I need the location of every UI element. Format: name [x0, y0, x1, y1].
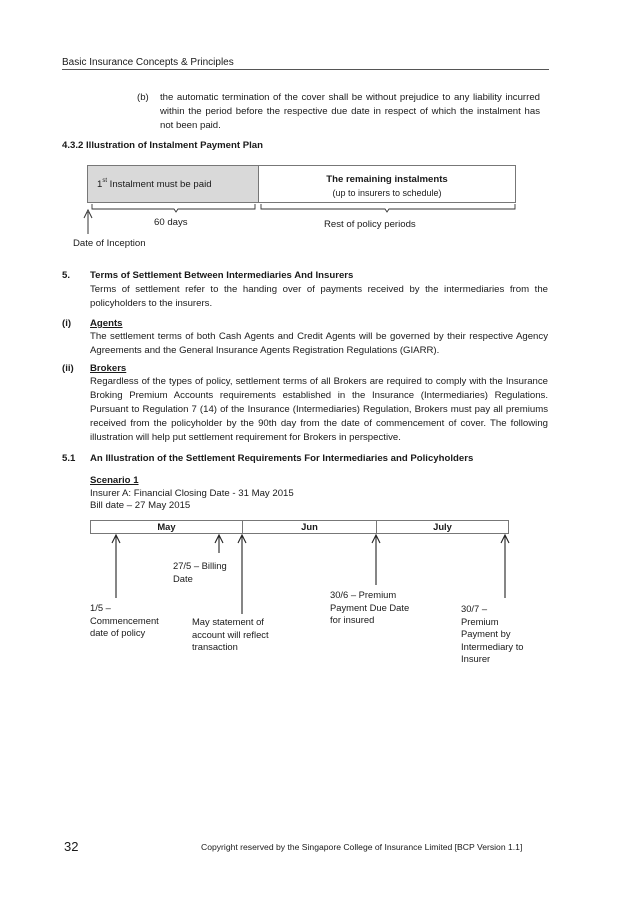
scenario-line-1: Insurer A: Financial Closing Date - 31 May 2015 — [90, 488, 294, 499]
agents-marker: (i) — [62, 318, 72, 329]
label-due-date: 30/6 – Premium Payment Due Date for insured — [330, 589, 410, 625]
label-billing-date: 27/5 – Billing Date — [173, 560, 227, 584]
section-51-heading: An Illustration of the Settlement Requirements For Intermediaries and Policyholders — [90, 453, 474, 464]
section-5-heading: Terms of Settlement Between Intermediaries And Insurers — [90, 270, 354, 281]
brokers-marker: (ii) — [62, 363, 74, 374]
month-july: July — [433, 521, 452, 532]
date-of-inception-label: Date of Inception — [73, 238, 146, 249]
brokers-body: Regardless of the types of policy, settlement terms of all Brokers are required to comply with the Insurance Broking Premium Accounts requirements established in the Insurance (Intermediaries) Regulations. Pursuant to Regulation 7 (14) of the Insurance (Intermediaries) Regulation, Brokers must pay all premiums received from the policyholder by the 90th day from the date of commencement of cover. The following illustration will help put settlement requirement for Brokers in perspective. — [90, 376, 548, 443]
brokers-heading: Brokers — [90, 363, 127, 374]
month-jun: Jun — [243, 521, 377, 533]
clause-b-marker: (b) — [137, 92, 149, 103]
agents-heading: Agents — [90, 318, 123, 329]
remaining-instalments-title: The remaining instalments — [326, 174, 448, 185]
section-51-number: 5.1 — [62, 453, 76, 464]
agents-body: The settlement terms of both Cash Agents and Credit Agents will be governed by their respective Agency Agreements and the General Insurance Agents Registration Regulations (GIARR). — [90, 331, 548, 356]
copyright-notice: Copyright reserved by the Singapore College of Insurance Limited [BCP Version 1.1] — [201, 842, 523, 852]
section-432-heading: 4.3.2 Illustration of Instalment Payment Plan — [62, 140, 263, 151]
scenario-title: Scenario 1 — [90, 475, 139, 486]
remaining-instalments-subtitle: (up to insurers to schedule) — [332, 187, 442, 198]
first-instalment-label: 1st Instalment must be paid — [97, 178, 212, 190]
label-premium-payment: 30/7 – Premium Payment by Intermediary to Insurer — [461, 603, 524, 664]
sixty-days-label: 60 days — [154, 217, 188, 228]
month-may: May — [91, 521, 243, 533]
rest-of-policy-label: Rest of policy periods — [324, 219, 416, 230]
section-5-body: Terms of settlement refer to the handing over of payments received by the intermediaries from the policyholders to the insurers. — [90, 284, 548, 309]
scenario-line-2: Bill date – 27 May 2015 — [90, 500, 191, 511]
label-may-statement: May statement of account will reflect transaction — [192, 616, 269, 652]
running-header: Basic Insurance Concepts & Principles — [62, 57, 234, 68]
section-5-number: 5. — [62, 270, 71, 281]
page-number: 32 — [64, 839, 79, 854]
label-commencement: 1/5 – Commencement date of policy — [90, 602, 159, 638]
clause-b-text: the automatic termination of the cover shall be without prejudice to any liability incurred within the period before the respective due date in respect of which the instalment has not been paid. — [160, 92, 540, 131]
